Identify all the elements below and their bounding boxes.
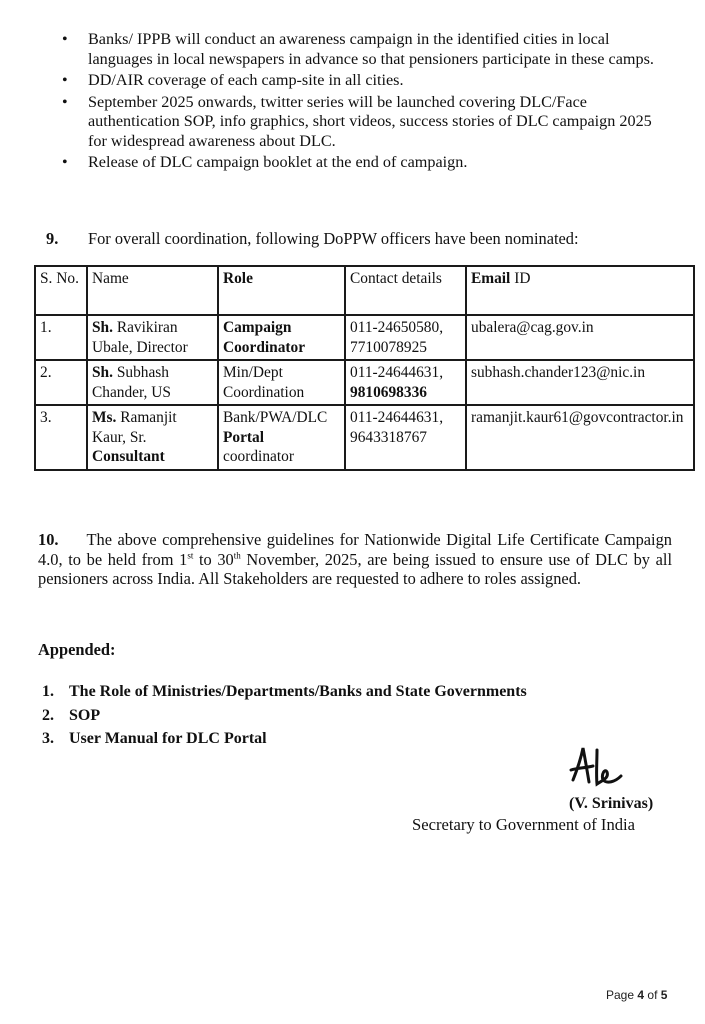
cell-email: ramanjit.kaur61@govcontractor.in bbox=[466, 405, 694, 470]
header-email: Email ID bbox=[466, 266, 694, 315]
bullet-item: • September 2025 onwards, twitter series will be launched covering DLC/Face authentication SOP, info graphics, short videos, success stories of DLC campaign 2025 for widespread awareness about DLC. bbox=[60, 93, 672, 152]
cell-role: Bank/PWA/DLC Portal coordinator bbox=[218, 405, 345, 470]
list-item: 1. The Role of Ministries/Departments/Banks and State Governments bbox=[42, 683, 527, 700]
header-name: Name bbox=[87, 266, 218, 315]
list-item: 2. SOP bbox=[42, 706, 101, 724]
appended-heading: Appended: bbox=[38, 640, 116, 659]
cell-contact: 011-24644631, 9643318767 bbox=[345, 405, 466, 470]
cell-email: ubalera@cag.gov.in bbox=[466, 315, 694, 360]
cell-contact: 011-24644631, 9810698336 bbox=[345, 360, 466, 405]
paragraph-9 bbox=[46, 229, 686, 249]
cell-sno: 1. bbox=[35, 315, 87, 360]
cell-sno: 3. bbox=[35, 405, 87, 470]
table-row bbox=[35, 405, 694, 470]
paragraph-text: For overall coordination, following DoPPW officers have been nominated: bbox=[88, 229, 579, 248]
cell-name: Ms. Ramanjit Kaur, Sr. Consultant bbox=[87, 405, 218, 470]
header-role: Role bbox=[218, 266, 345, 315]
list-item: 3. User Manual for DLC Portal bbox=[42, 730, 267, 747]
signature-icon bbox=[563, 740, 633, 790]
signatory-title: Secretary to Government of India bbox=[412, 815, 636, 834]
table-row bbox=[35, 315, 694, 360]
table-row bbox=[35, 360, 694, 405]
cell-name: Sh. Ravikiran Ubale, Director bbox=[87, 315, 218, 360]
cell-sno: 2. bbox=[35, 360, 87, 405]
header-sno: S. No. bbox=[35, 266, 87, 315]
header-contact: Contact details bbox=[345, 266, 466, 315]
paragraph-number: 10. bbox=[38, 530, 59, 549]
appended-list bbox=[42, 680, 527, 751]
cell-role: Campaign Coordinator bbox=[218, 315, 345, 360]
officers-table bbox=[34, 265, 695, 471]
cell-name: Sh. Subhash Chander, US bbox=[87, 360, 218, 405]
cell-contact: 011-24650580, 7710078925 bbox=[345, 315, 466, 360]
cell-role: Min/Dept Coordination bbox=[218, 360, 345, 405]
table-header-row bbox=[35, 266, 694, 315]
bullet-list bbox=[60, 30, 672, 175]
page-number: Page 4 of 5 bbox=[606, 988, 668, 1002]
paragraph-10: 10. The above comprehensive guidelines for Nationwide Digital Life Certificate Campaign 4.0, to be held from 1st to 30th November, 2025, are being issued to ensure use of DLC by all pensioners across India. All Stakeholders are requested to adhere to roles assigned. bbox=[38, 530, 672, 589]
paragraph-number: 9. bbox=[46, 229, 59, 248]
cell-email: subhash.chander123@nic.in bbox=[466, 360, 694, 405]
bullet-item: • Release of DLC campaign booklet at the end of campaign. bbox=[60, 153, 672, 173]
signatory-name: (V. Srinivas) bbox=[569, 795, 654, 812]
bullet-item: • Banks/ IPPB will conduct an awareness campaign in the identified cities in local languages in local newspapers in advance so that pensioners participate in these camps. bbox=[60, 30, 672, 69]
bullet-item: • DD/AIR coverage of each camp-site in all cities. bbox=[60, 71, 672, 91]
